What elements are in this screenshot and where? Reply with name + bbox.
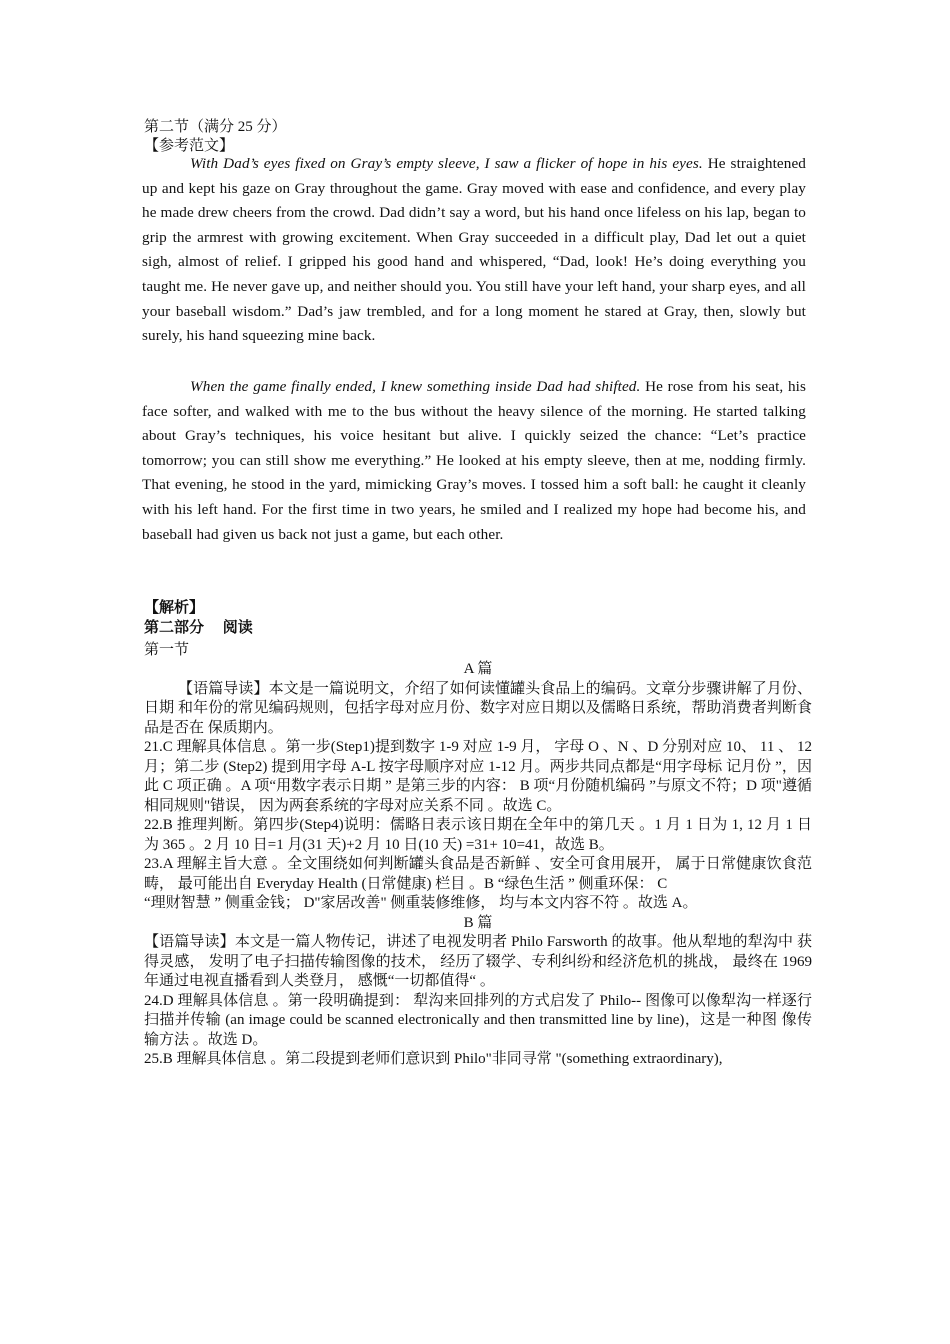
passage-a-intro: 【语篇导读】本文是一篇说明文，介绍了如何读懂罐头食品上的编码。文章分步骤讲解了月份、日期 和年份的常见编码规则，包括字母对应月份、数字对应日期以及儒略日系统，帮助消费者判断食品是否在 保质期内。 — [144, 680, 812, 736]
answer-23: 23.A 理解主旨大意 。全文围绕如何判断罐头食品是否新鲜 、安全可食用展开， 属于日常健康饮食范畴， 最可能出自 Everyday Health (日常健康) 栏目 。B “绿色生活 ” 侧重环保： C — [144, 856, 812, 892]
passage-a-heading: A 篇 — [463, 661, 493, 677]
passage-b-intro: 【语篇导读】本文是一篇人物传记，讲述了电视发明者 Philo Farsworth 的故事。他从犁地的犁沟中 获得灵感， 发明了电子扫描传输图像的技术， 经历了辍学、专利纠纷和经济危机的挑战， 最终在 1969 年通过电视直播看到人类登月， 感慨“一切都值得“ 。 — [144, 934, 812, 989]
section-1-heading: 第一节 — [144, 642, 190, 658]
section-2-title: 第二节（满分 25 分） — [144, 119, 287, 135]
essay-paragraph-2-body: He rose from his seat, his face softer, and walked with me to the bus without the heavy silence of the morning. He started talking about Gray’s techniques, his voice hesitant but alive. I quickly seized the chance: “Let’s practice tomorrow; you can still show me everything.” He looked at his empty sleeve, then at me, nodding firmly. That evening, he stood in the yard, mimicking Gray’s moves. I tossed him a soft ball: he caught it cleanly with his left hand. For the first time in two years, he smiled and I realized my hope had become his, and baseball had given us back not just a game, but each other. — [142, 378, 806, 543]
analysis-block — [144, 660, 812, 1070]
answer-24: 24.D 理解具体信息 。第一段明确提到： 犁沟来回排列的方式启发了 Philo-- 图像可以像犁沟一样逐行 扫描并传输 (an image could be scanned electronically and then transmitted line by line)，这是一种图 像传输方法 。故选 D。 — [144, 992, 812, 1048]
essay-paragraph-1-body: He straightened up and kept his gaze on Gray throughout the game. Gray moved with ease and confidence, and every play he made drew cheers from the crowd. Dad didn’t say a word, but his hand once lifeless on his lap, began to grip the armrest with growing excitement. When Gray succeeded in a difficult play, Dad let out a quiet sigh, almost of relief. I gripped his good hand and whispered, “Dad, look! He’s doing everything you taught me. He never gave up, and neither should you. You still have your left hand, your sharp eyes, and all your baseball wisdom.” Dad’s jaw trembled, and for a long moment he stared at Gray, then, slowly but surely, his hand squeezing mine back. — [142, 155, 806, 345]
answer-23-continued: “理财智慧 ” 侧重金钱； D"家居改善" 侧重装修维修， 均与本文内容不符 。故选 A。 — [144, 895, 698, 911]
reference-essay-label: 【参考范文】 — [144, 138, 235, 154]
essay-paragraph-2 — [142, 375, 806, 547]
answer-25: 25.B 理解具体信息 。第二段提到老师们意识到 Philo"非同寻常 "(something extraordinary), — [144, 1051, 723, 1067]
passage-b-heading: B 篇 — [463, 914, 493, 931]
answer-21: 21.C 理解具体信息 。第一步(Step1)提到数字 1-9 对应 1-9 月， 字母 O 、N 、D 分别对应 10、 11 、 12 月；第二步 (Step2) 提到用字母 A-L 按字母顺序对应 1-12 月。两步共同点都是“用字母标 记月份 ”，因此 C 项正确 。A 项“用数字表示日期 ” 是第三步的内容： B 项“月份随机编码 ”与原文不符；D 项"遵循相同规则"错误， 因为两套系统的字母对应关系不同 。故选 C。 — [144, 739, 812, 814]
analysis-label: 【解析】 — [144, 600, 205, 616]
essay-paragraph-2-opening: When the game finally ended, I knew something inside Dad had shifted. — [190, 378, 641, 395]
essay-paragraph-1 — [142, 152, 806, 349]
essay-paragraph-1-opening: With Dad’s eyes fixed on Gray’s empty sleeve, I saw a flicker of hope in his eyes. — [190, 155, 703, 172]
part-2-heading: 第二部分 阅读 — [144, 620, 253, 636]
answer-22: 22.B 推理判断。第四步(Step4)说明：儒略日表示该日期在全年中的第几天 。1 月 1 日为 1, 12 月 1 日为 365 。2 月 10 日=1 月(31 天)+2 月 10 日(10 天) =31+ 10=41，故选 B。 — [144, 817, 812, 853]
